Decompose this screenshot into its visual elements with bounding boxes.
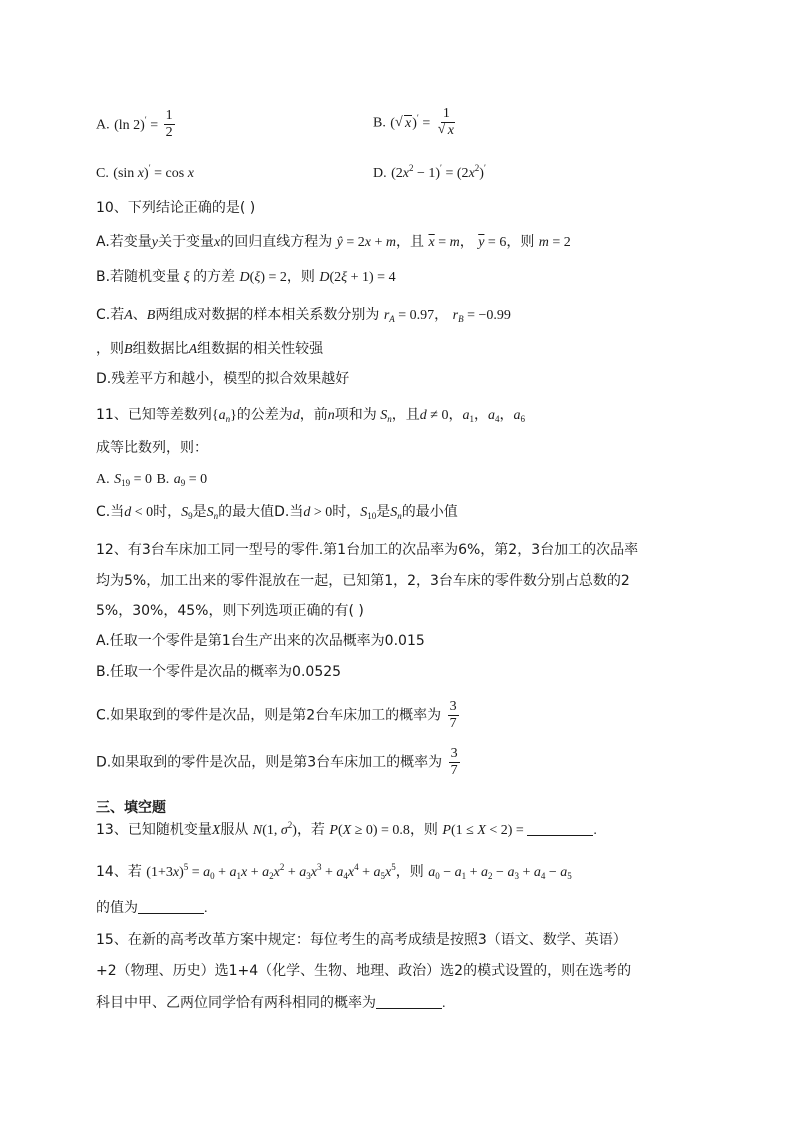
- q11-options-cd: C.当d < 0时，$S_9$是$S_n$的最大值D.当d > 0时，$S_{10}$是$S_n$的最小值: [96, 504, 458, 521]
- q12-option-c: C.如果取到的零件是次品，则是第2台车床加工的概率为 $\frac{3}{7}$: [96, 699, 457, 731]
- q12-stem-line1: 12、有3台车床加工同一型号的零件.第1台加工的次品率为6%，第2，3台加工的次品率: [96, 542, 639, 558]
- q10-option-b: B.若随机变量 ξ 的方差 D(ξ) = 2，则 D(2ξ + 1) = 4: [96, 269, 396, 285]
- q9-option-d: D. $(2x^2 - 1)' = (2x^2)'$: [373, 163, 486, 181]
- q12-stem-line3: 5%，30%，45%，则下列选项正确的有( ): [96, 603, 364, 619]
- q15-line1: 15、在新的高考改革方案中规定：每位考生的高考成绩是按照3（语文、数学、英语）: [96, 932, 627, 948]
- q9-a-formula: (ln 2)′ =: [114, 114, 162, 133]
- q9-option-a: A. (ln 2)′ = $\frac{1}{2}$: [96, 108, 173, 140]
- section-title-fill-in: 三、填空题: [96, 800, 166, 816]
- q12-d-fraction: $\frac{3}{7}$: [450, 746, 458, 778]
- q10-option-c: C.若A、B两组成对数据的样本相关系数分别为 $r_A = 0.97$， $r_B = -0.99$: [96, 307, 511, 324]
- q12-option-d: D.如果取到的零件是次品，则是第3台车床加工的概率为 $\frac{3}{7}$: [96, 746, 458, 778]
- q9-c-formula: (sin x)′ = cos x: [113, 163, 194, 181]
- q14-cont: 的值为 .: [96, 900, 208, 916]
- q9-option-c: C. (sin x)′ = cos x: [96, 163, 194, 181]
- q10-option-a: A.若变量y关于变量x的回归直线方程为 ŷ = 2x + m，且 $\overline{x} = m$， $\overline{y} = 6$，则 m = 2: [96, 234, 571, 250]
- q9-d-formula: $(2x^2 - 1)' = (2x^2)'$: [391, 163, 486, 181]
- q10-option-c-cont: ，则B组数据比A组数据的相关性较强: [96, 341, 324, 357]
- q14: 14、若 $(1+3x)^5 = a_0 + a_1x + a_2x^2 + a_3x^3 + a_4x^4 + a_5x^5$，则 $a_0 - a_1 + a_2 - a_3 + a_4 - a_5$: [96, 862, 572, 881]
- q12-stem-line2: 均为5%，加工出来的零件混放在一起，已知第1，2，3台车床的零件数分别占总数的2: [96, 573, 630, 589]
- q9-b-formula: ( √ x)′ =: [390, 116, 433, 131]
- q12-option-a: A.任取一个零件是第1台生产出来的次品概率为0.015: [96, 633, 425, 649]
- q9-a-fraction: $\frac{1}{2}$: [165, 108, 173, 140]
- q12-c-fraction: $\frac{3}{7}$: [449, 699, 457, 731]
- q13: 13、已知随机变量X服从 N(1, $\sigma^2$)，若 P(X ≥ 0) = 0.8，则 P(1 ≤ X < 2) = .: [96, 820, 597, 838]
- q9-b-fraction: 1 √ x: [436, 106, 457, 139]
- q12-option-b: B.任取一个零件是次品的概率为0.0525: [96, 664, 342, 680]
- q10-option-d: D.残差平方和越小，模型的拟合效果越好: [96, 371, 350, 387]
- q11-stem: 11、已知等差数列$\{a_n\}$的公差为d，前n项和为 $S_n$，且d ≠ 0，$a_1$，$a_4$，$a_6$: [96, 407, 525, 424]
- q11-stem-cont: 成等比数列，则：: [96, 440, 208, 456]
- q15-line2: +2（物理、历史）选1+4（化学、生物、地理、政治）选2的模式设置的，则在选考的: [96, 963, 632, 979]
- q15-line3: 科目中甲、乙两位同学恰有两科相同的概率为 .: [96, 995, 446, 1011]
- q9-option-b: B. ( √ x)′ = 1 √ x: [373, 106, 704, 139]
- q10-a-regression: ŷ = 2x + m: [336, 235, 397, 250]
- q10-stem: 10、下列结论正确的是( ): [96, 200, 256, 216]
- q13-answer-blank[interactable]: [527, 821, 593, 836]
- q15-answer-blank[interactable]: [376, 994, 442, 1009]
- q14-answer-blank[interactable]: [138, 899, 204, 914]
- q11-options-ab: A. $S_{19} = 0$ B. $a_9 = 0$: [96, 472, 208, 488]
